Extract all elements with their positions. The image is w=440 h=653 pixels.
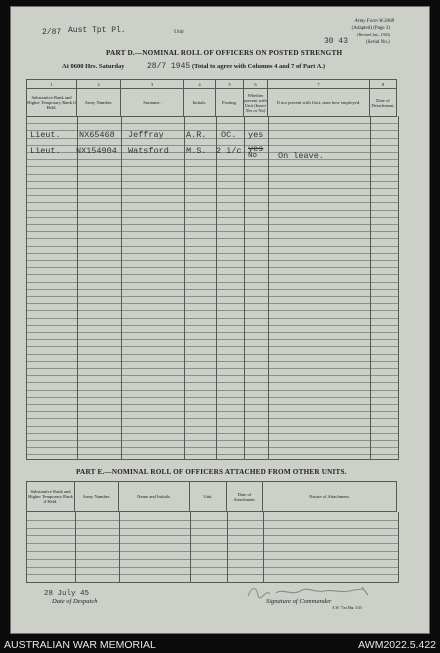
col-header-army-number: Army Number. bbox=[77, 89, 121, 117]
ruled-line bbox=[27, 303, 398, 304]
revised-label: (Revised Jan., 1943) bbox=[357, 32, 390, 37]
ruled-line bbox=[27, 447, 398, 448]
ruled-line bbox=[27, 224, 398, 225]
signature-label: Signature of Commander bbox=[266, 598, 332, 605]
col-number: 1 bbox=[27, 80, 77, 89]
archive-caption-left: AUSTRALIAN WAR MEMORIAL bbox=[4, 639, 156, 651]
ruled-line bbox=[27, 574, 398, 575]
form-sheet bbox=[10, 6, 430, 634]
col-header-posting: Posting. bbox=[216, 89, 244, 117]
table-row-initials: M.S. bbox=[186, 146, 207, 156]
column-divider bbox=[370, 116, 371, 459]
table-row-rank: Lieut. bbox=[30, 130, 61, 140]
ruled-line bbox=[27, 238, 398, 239]
column-divider bbox=[119, 512, 120, 582]
col-header-present: Whether present with Unit (Insert Yes or No) bbox=[244, 89, 268, 117]
serial-number: 30 43 bbox=[324, 37, 349, 46]
ruled-line bbox=[27, 289, 398, 290]
ruled-line bbox=[27, 246, 398, 247]
ruled-line bbox=[27, 296, 398, 297]
unit-label: Unit bbox=[174, 29, 184, 35]
col-number: 6 bbox=[244, 80, 268, 89]
column-divider bbox=[75, 512, 76, 582]
ruled-line bbox=[27, 325, 398, 326]
ruled-line bbox=[27, 195, 398, 196]
ruled-line bbox=[27, 528, 398, 529]
col-header-name: Name and Initials. bbox=[119, 482, 190, 512]
ruled-line bbox=[27, 390, 398, 391]
col-number: 4 bbox=[184, 80, 216, 89]
ruled-line bbox=[27, 520, 398, 521]
table-row-posting: OC. bbox=[221, 130, 237, 140]
table-row-present: yes bbox=[248, 130, 264, 140]
ruled-line bbox=[27, 375, 398, 376]
army-form-label: Army Form W.3008 bbox=[354, 19, 394, 24]
col-number: 8 bbox=[370, 80, 397, 89]
column-divider bbox=[184, 116, 185, 459]
table-row-surname: Jeffray bbox=[128, 130, 164, 140]
table-row-present-correction: No bbox=[248, 152, 258, 160]
roll-date: 28/7 1945 bbox=[147, 62, 191, 71]
column-divider bbox=[121, 116, 122, 459]
col-number: 5 bbox=[216, 80, 244, 89]
ruled-line bbox=[27, 397, 398, 398]
table-row-initials: A.R. bbox=[186, 130, 207, 140]
col-header-initials: Initials. bbox=[184, 89, 216, 117]
ruled-line bbox=[27, 267, 398, 268]
ruled-line bbox=[27, 310, 398, 311]
ruled-line bbox=[27, 159, 398, 160]
part-e-header-table bbox=[26, 481, 397, 512]
col-header-surname: Surname. bbox=[121, 89, 184, 117]
col-header-attachment-date: Date of Attachment. bbox=[227, 482, 263, 512]
ruled-line bbox=[27, 260, 398, 261]
table-row-employed: On leave. bbox=[278, 151, 324, 161]
table-row-posting: 2 i/c bbox=[216, 146, 242, 156]
ruled-line bbox=[27, 346, 398, 347]
col-header-attachment-nature: Nature of Attachment. bbox=[263, 482, 397, 512]
col-header-detachment: Date of Detachment. bbox=[370, 89, 397, 117]
col-header-unit: Unit. bbox=[190, 482, 227, 512]
ruled-line bbox=[27, 166, 398, 167]
col-number: 7 bbox=[268, 80, 370, 89]
part-e-body bbox=[26, 512, 399, 583]
ruled-line bbox=[27, 559, 398, 560]
col-number: 3 bbox=[121, 80, 184, 89]
adapted-label: (Adapted) (Page 3) bbox=[351, 26, 390, 31]
part-d-title: PART D.—NOMINAL ROLL OF OFFICERS ON POSTED STRENGTH bbox=[106, 49, 343, 57]
ruled-line bbox=[27, 433, 398, 434]
at-label: At 0600 Hrs. Saturday bbox=[62, 63, 125, 70]
ruled-line bbox=[27, 332, 398, 333]
ruled-line bbox=[27, 202, 398, 203]
col-header-rank: Substantive Rank and Higher Temporary Rank if Held. bbox=[27, 89, 77, 117]
col-header-rank: Substantive Rank and Higher Temporary Rank if Held. bbox=[27, 482, 75, 512]
archive-caption-bar bbox=[0, 636, 440, 653]
unit-code: 2/87 bbox=[42, 28, 62, 37]
ruled-line bbox=[27, 368, 398, 369]
table-row-surname: Watsford bbox=[128, 146, 169, 156]
ruled-line bbox=[27, 440, 398, 441]
ruled-line bbox=[27, 123, 398, 124]
col-header-army-number: Army Number. bbox=[75, 482, 119, 512]
ruled-line bbox=[27, 174, 398, 175]
column-divider bbox=[77, 116, 78, 459]
col-header-employed: If not present with Unit, state how employed. bbox=[268, 89, 370, 117]
ruled-line bbox=[27, 188, 398, 189]
ruled-line bbox=[27, 411, 398, 412]
ruled-line bbox=[27, 543, 398, 544]
ruled-line bbox=[27, 339, 398, 340]
ruled-line bbox=[27, 274, 398, 275]
table-row-number: NX154904 bbox=[76, 146, 117, 156]
ruled-line bbox=[27, 382, 398, 383]
ruled-line bbox=[27, 354, 398, 355]
column-divider bbox=[190, 512, 191, 582]
ruled-line bbox=[27, 210, 398, 211]
ruled-line bbox=[27, 567, 398, 568]
ruled-line bbox=[27, 418, 398, 419]
ruled-line bbox=[27, 404, 398, 405]
serial-label: (Serial No.) bbox=[366, 40, 390, 45]
archive-caption-right: AWM2022.5.422 bbox=[358, 639, 436, 651]
column-divider bbox=[263, 512, 264, 582]
unit-name: Aust Tpt Pl. bbox=[68, 26, 126, 35]
print-note: A.W. 71m Mar. 3/45 bbox=[332, 606, 362, 610]
ruled-line bbox=[27, 426, 398, 427]
part-d-body bbox=[26, 116, 399, 460]
ruled-line bbox=[27, 253, 398, 254]
ruled-line bbox=[27, 231, 398, 232]
ruled-line bbox=[27, 551, 398, 552]
column-divider bbox=[227, 512, 228, 582]
ruled-line bbox=[27, 535, 398, 536]
col-number: 2 bbox=[77, 80, 121, 89]
despatch-label: Date of Despatch bbox=[52, 598, 98, 605]
column-divider bbox=[268, 116, 269, 459]
total-note: (Total to agree with Columns 4 and 7 of Part A.) bbox=[192, 63, 326, 70]
ruled-line bbox=[27, 454, 398, 455]
ruled-line bbox=[27, 318, 398, 319]
ruled-line bbox=[27, 282, 398, 283]
table-row-number: NX65468 bbox=[79, 130, 115, 140]
despatch-date: 28 July 45 bbox=[44, 590, 90, 598]
column-divider bbox=[244, 116, 245, 459]
ruled-line bbox=[27, 181, 398, 182]
part-e-title: PART E.—NOMINAL ROLL OF OFFICERS ATTACHED FROM OTHER UNITS. bbox=[76, 468, 347, 476]
table-row-present-struck: yes bbox=[248, 144, 264, 154]
part-d-header-table bbox=[26, 79, 397, 117]
ruled-line bbox=[27, 361, 398, 362]
table-row-rank: Lieut. bbox=[30, 146, 61, 156]
column-divider bbox=[216, 116, 217, 459]
ruled-line bbox=[27, 217, 398, 218]
